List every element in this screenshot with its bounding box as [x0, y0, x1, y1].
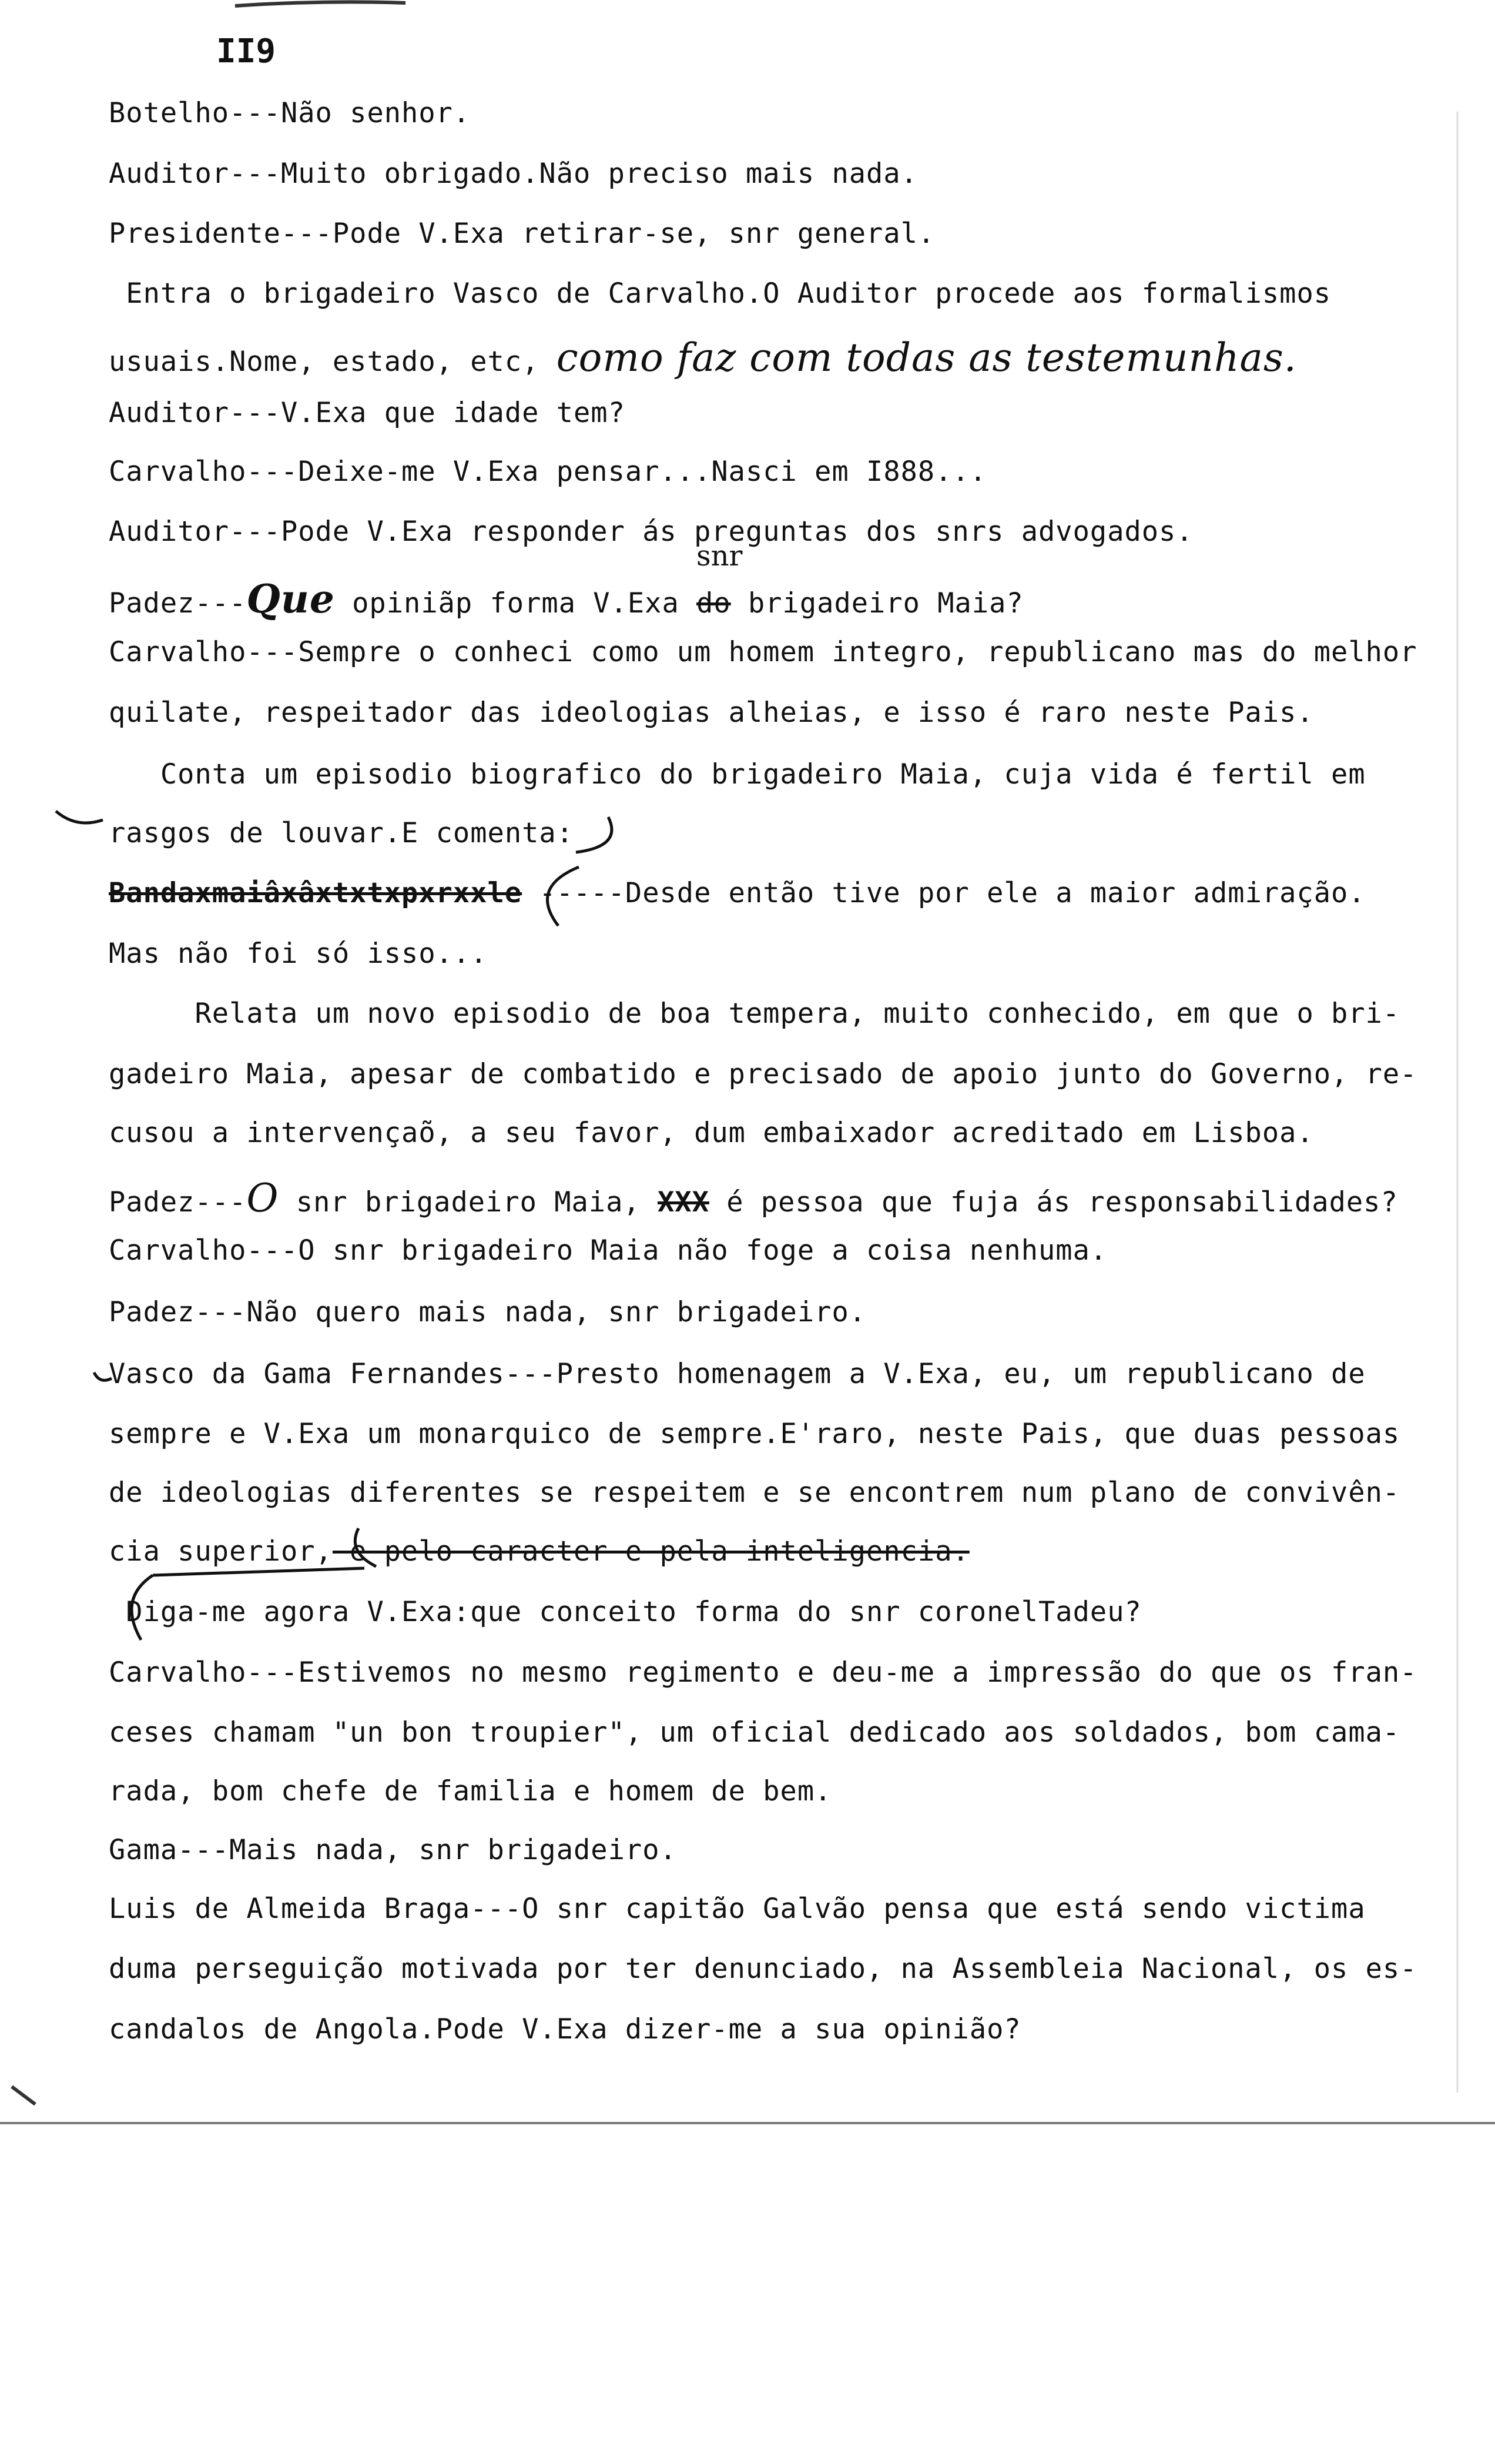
text-segment: Padez---	[109, 1186, 247, 1218]
text-line: Diga-me agora V.Exa:que conceito forma do snr coronelTadeu?	[109, 1596, 1142, 1628]
bracket-mark	[576, 817, 612, 852]
page-bottom-edge	[0, 2122, 1495, 2124]
text-line: gadeiro Maia, apesar de combatido e precisado de apoio junto do Governo, re-	[109, 1058, 1417, 1090]
text-segment: usuais.Nome, estado, etc,	[109, 346, 539, 378]
page-number: II9	[216, 32, 276, 71]
text-segment: -----Desde então tive por ele a maior admiração.	[522, 877, 1366, 909]
text-line: Entra o brigadeiro Vasco de Carvalho.O Auditor procede aos formalismos	[109, 277, 1332, 310]
struck-word: do	[696, 587, 731, 620]
handwritten-word: O	[246, 1176, 279, 1221]
text-line: Auditor---Pode V.Exa responder ás preguntas dos snrs advogados.	[109, 515, 1194, 548]
text-line: Relata um novo episodio de boa tempera, muito conhecido, em que o bri-	[109, 997, 1400, 1030]
text-line: rada, bom chefe de familia e homem de bem.	[109, 1775, 832, 1807]
text-line: Mas não foi só isso...	[109, 938, 488, 970]
struck-word: XXX	[658, 1186, 709, 1218]
struck-text: e pelo caracter e pela inteligencia.	[332, 1535, 970, 1568]
text-segment: snr brigadeiro Maia,	[279, 1186, 658, 1218]
bracket-mark	[547, 867, 579, 926]
snr-insertion: snr	[696, 540, 743, 573]
margin-tick-mark	[94, 1372, 112, 1380]
text-segment: cia superior,	[109, 1535, 333, 1568]
text-line: ceses chamam "un bon troupier", um oficial dedicado aos soldados, bom cama-	[109, 1716, 1400, 1749]
text-line: Auditor---Muito obrigado.Não preciso mais nada.	[109, 158, 918, 190]
top-scratch-mark	[235, 2, 405, 6]
text-line: Vasco da Gama Fernandes---Presto homenagem a V.Exa, eu, um republicano de	[109, 1358, 1366, 1390]
text-line: Padez---Não quero mais nada, snr brigadeiro.	[109, 1296, 867, 1328]
text-line: de ideologias diferentes se respeitem e se encontrem num plano de convivên-	[109, 1477, 1400, 1509]
handwritten-word: Que	[246, 576, 335, 622]
text-line: Auditor---V.Exa que idade tem?	[109, 397, 625, 429]
text-line: Carvalho---O snr brigadeiro Maia não foge a coisa nenhuma.	[109, 1234, 1108, 1267]
bracket-mark	[153, 1568, 364, 1575]
text-line: candalos de Angola.Pode V.Exa dizer-me a sua opinião?	[109, 2013, 1021, 2045]
bracket-mark	[355, 1528, 376, 1566]
text-segment: Padez---	[109, 587, 247, 620]
text-line: Carvalho---Estivemos no mesmo regimento e deu-me a impressão do que os fran-	[109, 1656, 1417, 1689]
bracket-mark	[132, 1575, 153, 1640]
handwritten-note: como faz com todas as testemunhas.	[556, 335, 1297, 380]
corner-mark	[12, 2087, 35, 2104]
text-line: quilate, respeitador das ideologias alheias, e isso é raro neste Pais.	[109, 697, 1314, 729]
text-line: sempre e V.Exa um monarquico de sempre.E'raro, neste Pais, que duas pessoas	[109, 1418, 1400, 1450]
text-line: Carvalho---Sempre o conheci como um homem integro, republicano mas do melhor	[109, 636, 1417, 668]
text-segment: opiniãp forma V.Exa	[334, 587, 697, 620]
text-line: Luis de Almeida Braga---O snr capitão Galvão pensa que está sendo victima	[109, 1893, 1366, 1925]
text-line: Gama---Mais nada, snr brigadeiro.	[109, 1834, 677, 1866]
text-line: duma perseguição motivada por ter denunciado, na Assembleia Nacional, os es-	[109, 1953, 1417, 1985]
text-line: Conta um episodio biografico do brigadeiro Maia, cuja vida é fertil em	[109, 758, 1366, 791]
margin-tick-mark	[56, 811, 103, 823]
text-segment: brigadeiro Maia?	[730, 587, 1024, 620]
text-segment: é pessoa que fuja ás responsabilidades?	[709, 1186, 1398, 1218]
text-line: Botelho---Não senhor.	[109, 97, 471, 129]
text-line: Carvalho---Deixe-me V.Exa pensar...Nasci em I888...	[109, 456, 987, 488]
struck-text: Bandaxmaiâxâxtxtxpxrxxle	[109, 877, 522, 909]
text-line: rasgos de louvar.E comenta:	[109, 817, 574, 849]
text-line: Presidente---Pode V.Exa retirar-se, snr general.	[109, 217, 936, 250]
text-line: cusou a intervençaõ, a seu favor, dum embaixador acreditado em Lisboa.	[109, 1117, 1314, 1149]
